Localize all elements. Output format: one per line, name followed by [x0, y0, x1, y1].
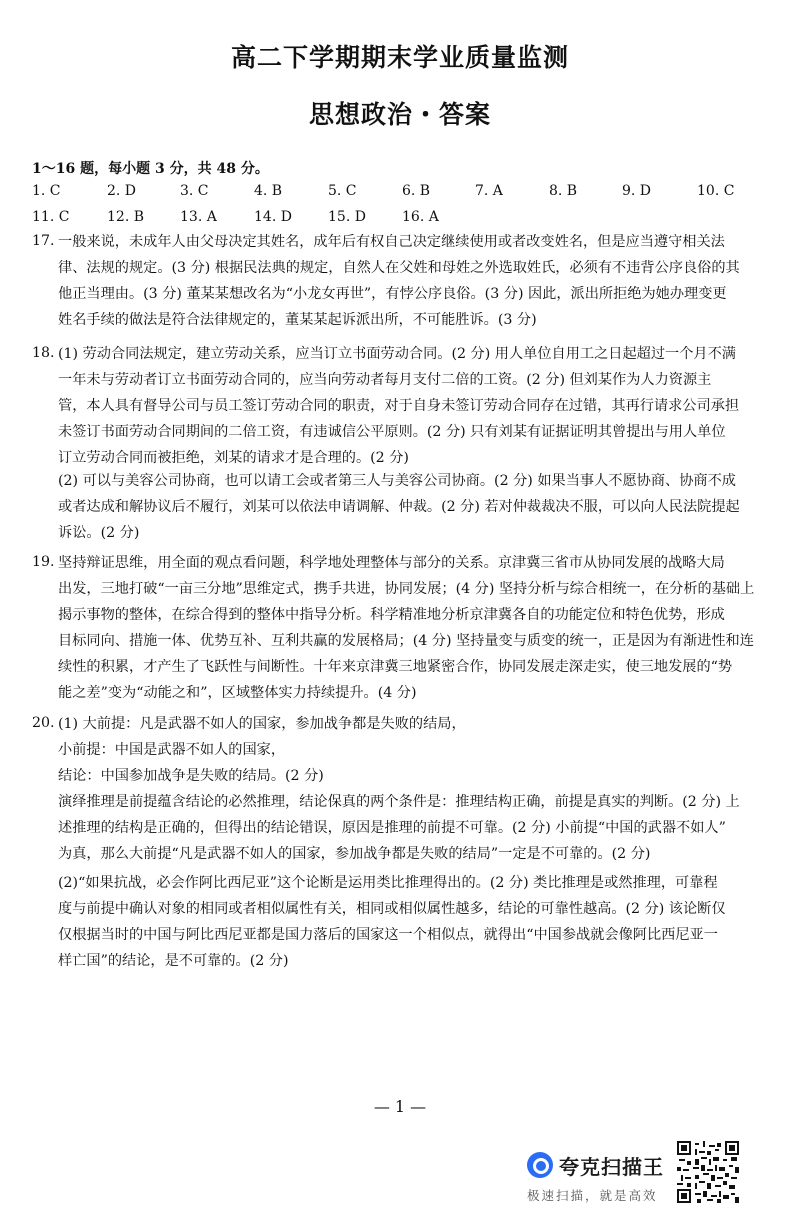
answer-line: 管，本人具有督导公司与员工签订劳动合同的职责，对于自身未签订劳动合同存在过错，其再行请求公司承担 [58, 398, 740, 414]
qr-code-icon [677, 1141, 739, 1203]
answer-line: 揭示事物的整体，在综合得到的整体中指导分析。科学精准地分析京津冀各自的功能定位和特色优势，形成 [58, 607, 725, 623]
answer-line: (1) 大前提：凡是武器不如人的国家，参加战争都是失败的结局， [58, 716, 466, 732]
answer-line: 一年未与劳动者订立书面劳动合同的，应当向劳动者每月支付二倍的工资。(2 分) 但刘某作为人力资源主 [58, 372, 712, 388]
answer-line: 诉讼。(2 分) [58, 525, 140, 541]
mc-answer: 13. A [180, 209, 217, 225]
answer-line: 能之差”变为“动能之和”，区域整体实力持续提升。(4 分) [58, 685, 417, 701]
scanner-watermark [527, 1146, 667, 1206]
answer-line: 样亡国”的结论，是不可靠的。(2 分) [58, 953, 289, 969]
answer-line: 出发，三地打破“一亩三分地”思维定式，携手共进，协同发展；(4 分) 坚持分析与综合相统一，在分析的基础上 [58, 581, 755, 597]
answer-line: 或者达成和解协议后不履行，刘某可以依法申请调解、仲裁。(2 分) 若对仲裁裁决不服，可以向人民法院提起 [58, 499, 740, 515]
question-19-answer [58, 550, 772, 706]
answer-line: (1) 劳动合同法规定，建立劳动关系，应当订立书面劳动合同。(2 分) 用人单位自用工之日起超过一个月不满 [58, 346, 736, 362]
question-17-answer [58, 229, 772, 333]
brand-slogan: 极速扫描，就是高效 [527, 1188, 658, 1203]
brand-name: 夸克扫描王 [559, 1155, 664, 1179]
mc-answer: 12. B [107, 209, 145, 225]
answer-line: 未签订书面劳动合同期间的二倍工资，有违诚信公平原则。(2 分) 只有刘某有证据证明其曾提出与用人单位 [58, 424, 726, 440]
mc-answer: 15. D [328, 209, 366, 225]
answer-line: 仅根据当时的中国与阿比西尼亚都是国力落后的国家这一个相似点，就得出“中国参战就会像阿比西尼亚一 [58, 927, 718, 943]
mc-answer: 8. B [549, 183, 578, 199]
answer-line: 一般来说，未成年人由父母决定其姓名，成年后有权自己决定继续使用或者改变姓名，但是应当遵守相关法 [58, 234, 725, 250]
mc-answer: 9. D [622, 183, 652, 199]
question-18-answer-part1 [58, 341, 772, 471]
question-18-answer-part2 [58, 468, 772, 546]
answer-line: 坚持辩证思维，用全面的观点看问题，科学地处理整体与部分的关系。京津冀三省市从协同发展的战略大局 [58, 555, 725, 571]
mc-answer: 2. D [107, 183, 137, 199]
mc-answer: 16. A [402, 209, 439, 225]
page-number: — 1 — [373, 1097, 427, 1116]
answer-line: 度与前提中确认对象的相同或者相似属性有关，相同或相似属性越多，结论的可靠性越高。(2 分) 该论断仅 [58, 901, 726, 917]
question-number: 20. [32, 715, 55, 731]
question-number: 19. [32, 554, 55, 570]
mc-answer: 10. C [697, 183, 735, 199]
answer-line: 续性的积累，才产生了飞跃性与间断性。十年来京津冀三地紧密合作，协同发展走深走实，使三地发展的“势 [58, 659, 733, 675]
answer-line: 他正当理由。(3 分) 董某某想改名为“小龙女再世”，有悖公序良俗。(3 分) 因此，派出所拒绝为她办理变更 [58, 286, 727, 302]
answer-line: 律、法规的规定。(3 分) 根据民法典的规定，自然人在父姓和母姓之外选取姓氏，必须有不违背公序良俗的其 [58, 260, 740, 276]
answer-line: 结论：中国参加战争是失败的结局。(2 分) [58, 768, 324, 784]
quark-logo-icon [527, 1152, 553, 1178]
answer-line: 小前提：中国是武器不如人的国家， [58, 742, 286, 758]
mc-answer: 3. C [180, 183, 209, 199]
answer-line: 演绎推理是前提蕴含结论的必然推理，结论保真的两个条件是：推理结构正确，前提是真实的判断。(2 分) 上 [58, 794, 740, 810]
answer-line: 述推理的结构是正确的，但得出的结论错误，原因是推理的前提不可靠。(2 分) 小前提“中国的武器不如人” [58, 820, 726, 836]
answer-line: 姓名手续的做法是符合法律规定的，董某某起诉派出所，不可能胜诉。(3 分) [58, 312, 537, 328]
answer-line: (2) 可以与美容公司协商，也可以请工会或者第三人与美容公司协商。(2 分) 如果当事人不愿协商、协商不成 [58, 473, 736, 489]
question-number: 17. [32, 233, 55, 249]
mc-answer: 5. C [328, 183, 357, 199]
question-20-answer-part2 [58, 870, 772, 974]
mc-intro: 1～16 题，每小题 3 分，共 48 分。 [32, 161, 269, 177]
mc-answer: 4. B [254, 183, 283, 199]
mc-answer: 14. D [254, 209, 292, 225]
answer-line: 订立劳动合同而被拒绝，刘某的请求才是合理的。(2 分) [58, 450, 409, 466]
mc-answer: 11. C [32, 209, 70, 225]
answer-line: (2)“如果抗战，必会作阿比西尼亚”这个论断是运用类比推理得出的。(2 分) 类比推理是或然推理，可靠程 [58, 875, 718, 891]
answer-line: 为真，那么大前提“凡是武器不如人的国家，参加战争都是失败的结局”一定是不可靠的。(2 分) [58, 846, 651, 862]
mc-answer: 6. B [402, 183, 431, 199]
mc-answer: 7. A [475, 183, 503, 199]
question-number: 18. [32, 345, 55, 361]
mc-answer: 1. C [32, 183, 61, 199]
answer-line: 目标同向、措施一体、优势互补、互利共赢的发展格局；(4 分) 坚持量变与质变的统一，正是因为有渐进性和连 [58, 633, 754, 649]
page-subtitle: 思想政治・答案 [308, 100, 491, 129]
question-20-answer-part1 [58, 711, 772, 867]
page-title: 高二下学期期末学业质量监测 [230, 43, 569, 72]
